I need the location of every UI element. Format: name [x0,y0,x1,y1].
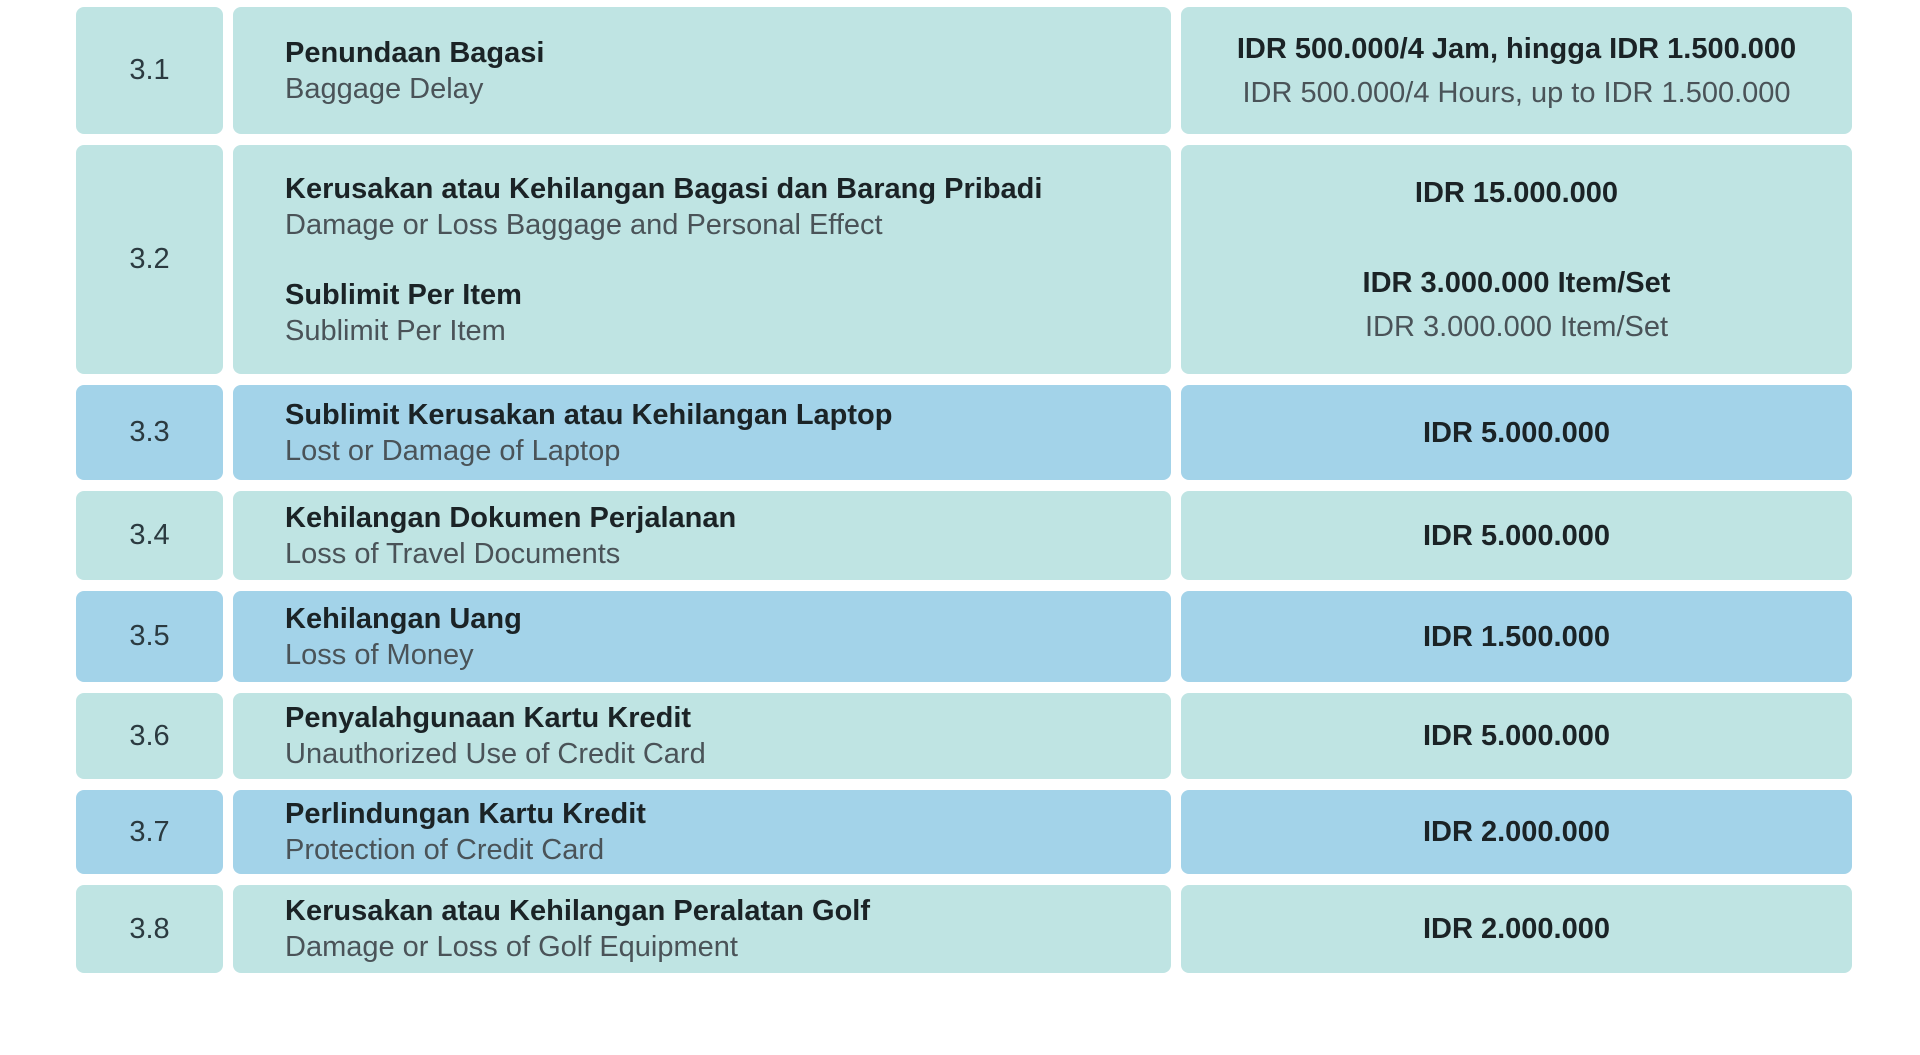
row-number: 3.5 [76,591,223,682]
table-row [76,885,1862,973]
benefit-table [76,7,1862,984]
title-indonesian: Kehilangan Dokumen Perjalanan [285,501,737,534]
sublimit-amount-english: IDR 3.000.000 Item/Set [1364,310,1669,343]
row-description [233,693,1171,779]
amount-indonesian: IDR 5.000.000 [1422,519,1610,552]
title-indonesian: Penyalahgunaan Kartu Kredit [285,702,692,734]
row-number: 3.2 [76,145,223,374]
table-row [76,145,1862,374]
table-row [76,790,1862,874]
row-number: 3.8 [76,885,223,973]
title-english: Loss of Travel Documents [285,537,621,570]
row-number: 3.7 [76,790,223,874]
row-description [233,145,1171,374]
row-description [233,885,1171,973]
row-amount [1181,885,1852,973]
amount-indonesian: IDR 500.000/4 Jam, hingga IDR 1.500.000 [1236,32,1797,65]
sublimit-title-english: Sublimit Per Item [285,314,506,347]
amount-indonesian: IDR 15.000.000 [1414,176,1619,209]
table-row [76,591,1862,682]
row-description [233,591,1171,682]
amount-indonesian: IDR 5.000.000 [1422,416,1610,449]
title-english: Damage or Loss of Golf Equipment [285,931,738,963]
table-row [76,693,1862,779]
amount-indonesian: IDR 5.000.000 [1422,720,1610,752]
amount-indonesian: IDR 2.000.000 [1422,816,1610,848]
title-indonesian: Kerusakan atau Kehilangan Bagasi dan Barang Pribadi [285,172,1043,205]
row-amount [1181,790,1852,874]
title-indonesian: Sublimit Kerusakan atau Kehilangan Laptop [285,398,893,431]
table-row [76,491,1862,580]
title-english: Lost or Damage of Laptop [285,434,621,467]
row-amount [1181,385,1852,480]
title-english: Damage or Loss Baggage and Personal Effect [285,208,883,241]
table-row [76,7,1862,134]
row-amount [1181,7,1852,134]
row-amount [1181,693,1852,779]
row-number: 3.3 [76,385,223,480]
title-indonesian: Penundaan Bagasi [285,36,545,69]
row-description [233,385,1171,480]
title-indonesian: Kehilangan Uang [285,602,522,635]
title-indonesian: Perlindungan Kartu Kredit [285,798,646,830]
amount-english: IDR 500.000/4 Hours, up to IDR 1.500.000 [1242,76,1791,109]
amount-indonesian: IDR 2.000.000 [1422,913,1610,945]
title-indonesian: Kerusakan atau Kehilangan Peralatan Golf [285,895,871,927]
sublimit-title-indonesian: Sublimit Per Item [285,278,522,311]
row-number: 3.1 [76,7,223,134]
row-amount [1181,591,1852,682]
title-english: Protection of Credit Card [285,834,605,866]
title-english: Unauthorized Use of Credit Card [285,738,706,770]
row-amount [1181,145,1852,374]
sublimit-amount-indonesian: IDR 3.000.000 Item/Set [1362,266,1671,299]
title-english: Baggage Delay [285,72,484,105]
table-row [76,385,1862,480]
row-description [233,491,1171,580]
row-number: 3.6 [76,693,223,779]
row-description [233,790,1171,874]
title-english: Loss of Money [285,638,474,671]
row-amount [1181,491,1852,580]
row-description [233,7,1171,134]
amount-indonesian: IDR 1.500.000 [1422,620,1610,653]
row-number: 3.4 [76,491,223,580]
